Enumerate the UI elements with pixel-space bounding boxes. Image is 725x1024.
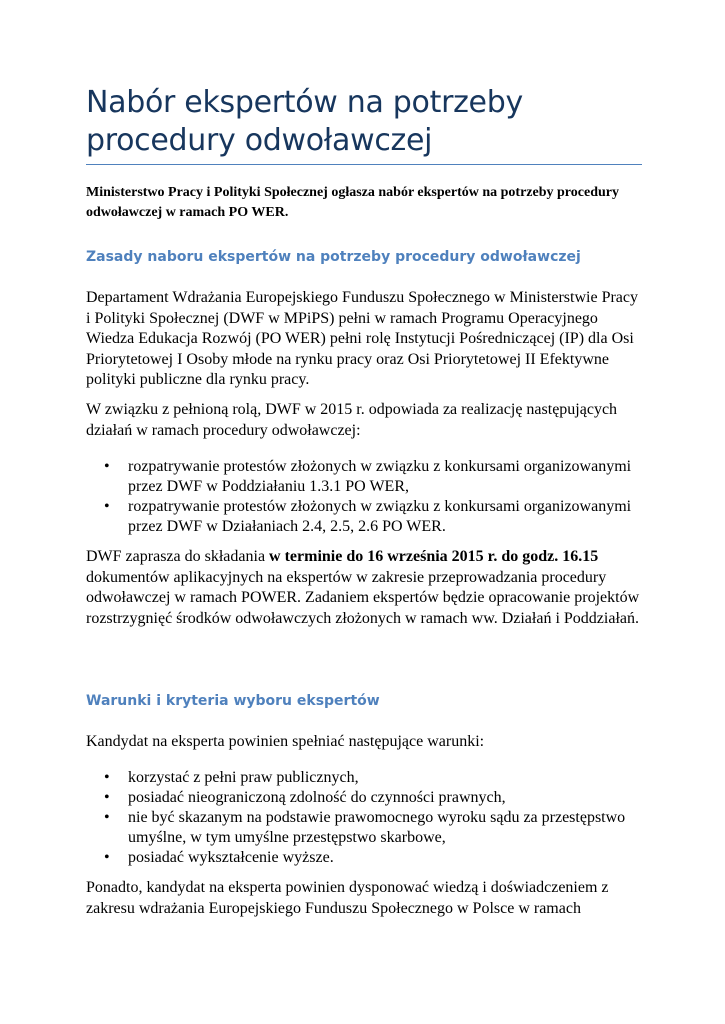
list-item: • rozpatrywanie protestów złożonych w związku z konkursami organizowanymi przez DWF w Poddziałaniu 1.3.1 PO WER, bbox=[86, 457, 642, 497]
conditions-list bbox=[86, 768, 642, 868]
paragraph-role: W związku z pełnioną rolą, DWF w 2015 r. odpowiada za realizację następujących działań w ramach procedury odwoławczej: bbox=[86, 401, 618, 439]
section-heading-criteria: Warunki i kryteria wyboru ekspertów bbox=[86, 693, 380, 709]
protest-list bbox=[86, 457, 642, 537]
title-divider bbox=[86, 164, 642, 165]
list-item: • posiadać nieograniczoną zdolność do czynności prawnych, bbox=[86, 788, 642, 808]
invitation-text-end: dokumentów aplikacyjnych na ekspertów w zakresie przeprowadzania procedury odwoławczej w ramach POWER. Zadaniem ekspertów będzie opracowanie projektów rozstrzygnięć środków odwoławczych złożonych w ramach ww. Działań i Poddziałań. bbox=[86, 568, 640, 627]
list-item: • korzystać z pełni praw publicznych, bbox=[86, 768, 642, 788]
deadline-text: w terminie do 16 września 2015 r. do godz. 16.15 bbox=[269, 548, 599, 565]
paragraph-department: Departament Wdrażania Europejskiego Funduszu Społecznego w Ministerstwie Pracy i Polityki Społecznej (DWF w MPiPS) pełni w ramach Programu Operacyjnego Wiedza Edukacja Rozwój (PO WER) pełni rolę Instytucji Pośredniczącej (IP) dla Osi Priorytetowej I Osoby młode na rynku pracy oraz Osi Priorytetowej II Efektywne polityki publiczne dla rynku pracy. bbox=[86, 289, 638, 388]
intro-paragraph: Ministerstwo Pracy i Polityki Społecznej ogłasza nabór ekspertów na potrzeby procedury odwoławczej w ramach PO WER. bbox=[86, 185, 619, 220]
list-item: • nie być skazanym na podstawie prawomocnego wyroku sądu za przestępstwo umyślne, w tym umyślne przestępstwo skarbowe, bbox=[86, 808, 642, 848]
list-item: • rozpatrywanie protestów złożonych w związku z konkursami organizowanymi przez DWF w Działaniach 2.4, 2.5, 2.6 PO WER. bbox=[86, 497, 642, 537]
paragraph-knowledge: Ponadto, kandydat na eksperta powinien dysponować wiedzą i doświadczeniem z zakresu wdrażania Europejskiego Funduszu Społecznego w Polsce w ramach bbox=[86, 879, 609, 917]
list-item: • posiadać wykształcenie wyższe. bbox=[86, 848, 642, 868]
section-heading-rules: Zasady naboru ekspertów na potrzeby procedury odwoławczej bbox=[86, 249, 581, 265]
invitation-text-start: DWF zaprasza do składania bbox=[86, 548, 270, 565]
document-title: Nabór ekspertów na potrzeby procedury odwoławczej bbox=[86, 85, 523, 158]
paragraph-invitation bbox=[86, 547, 646, 629]
paragraph-conditions: Kandydat na eksperta powinien spełniać następujące warunki: bbox=[86, 733, 485, 750]
